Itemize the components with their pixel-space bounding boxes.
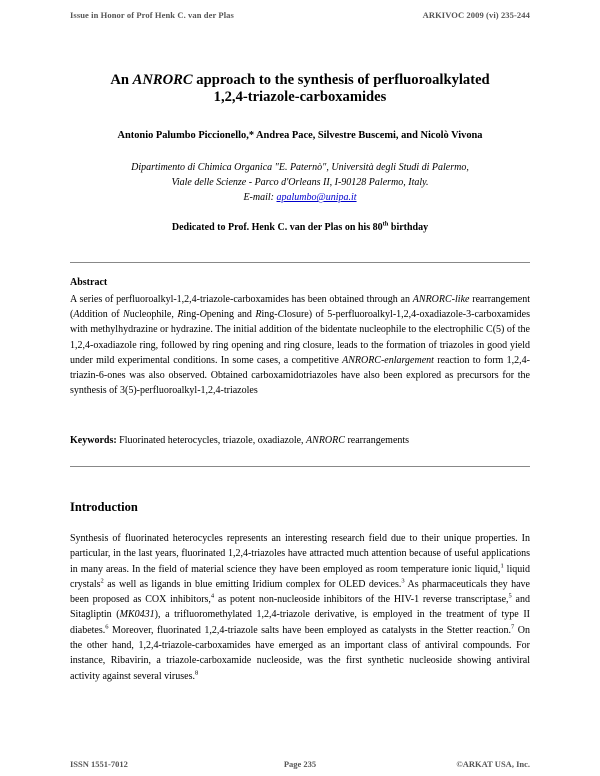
title-line2: 1,2,4-triazole-carboxamides [213, 89, 387, 105]
citation-ref: 8 [194, 669, 199, 677]
abstract-text: ing- [183, 309, 200, 321]
citation-ref: 3 [401, 577, 405, 585]
intro-text: ), a trifluoromethylated 1,2,4-triazole derivative, is employed in the treatment of type II diabetes. [70, 609, 530, 636]
abstract-text: ing- [261, 309, 278, 321]
keywords-italic: ANRORC [306, 435, 345, 446]
intro-text: as well as ligands in blue emitting Iridium complex for OLED devices. [103, 578, 402, 590]
abstract-body [70, 292, 530, 398]
footer-copyright: ©ARKAT USA, Inc. [456, 759, 530, 769]
keywords-end: rearrangements [344, 435, 410, 446]
intro-italic: MK0431 [119, 609, 155, 621]
abstract-italic: C [277, 309, 285, 321]
footer-page-number: Page 235 [283, 759, 317, 769]
abstract-text: reaction to form 1,2,4-triazin-6-ones was also observed. Obtained carboxamidotriazoles have also been explored as precursors for the synthesis of 3(5)-perfluoroalkyl-1,2,4-triazoles [70, 354, 530, 397]
citation-ref: 1 [500, 562, 504, 570]
abstract-italic: O [199, 309, 207, 321]
dedication [70, 222, 530, 233]
title-italic: ANRORC [132, 72, 193, 88]
intro-text: Moreover, fluorinated 1,2,4-triazole salts have been employed as catalysts in the Stetter reaction. [108, 624, 512, 636]
abstract-text: pening and [206, 309, 256, 321]
abstract-text: A series of perfluoroalkyl-1,2,4-triazole-carboxamides has been obtained through an [70, 294, 413, 305]
intro-text: and Sitagliptin ( [70, 594, 530, 621]
title-line1-rest: approach to the synthesis of perfluoroalkylated [192, 72, 490, 88]
section-heading-introduction: Introduction [70, 500, 138, 514]
intro-text: On the other hand, 1,2,4-triazole-carboxamides have emerged as an important class of antiviral compounds. For instance, Ribavirin, a triazole-carboxamide nucleoside, was the first synthetic nucleoside showing antiviral activity against several viruses. [70, 624, 530, 682]
abstract-italic: ANRORC-enlargement [342, 354, 434, 366]
email-label: E-mail: [243, 192, 277, 203]
citation-ref: 5 [508, 592, 512, 600]
abstract-text: rearrangement ( [70, 294, 530, 321]
author-list: Antonio Palumbo Piccionello,* Andrea Pace, Silvestre Buscemi, and Nicolò Vivona [117, 130, 483, 141]
keywords [70, 435, 530, 446]
abstract-italic: ANRORC-like [412, 294, 470, 305]
abstract-italic: R [255, 309, 262, 321]
footer-issn: ISSN 1551-7012 [70, 759, 128, 769]
citation-ref: 6 [105, 623, 109, 631]
citation-ref: 2 [100, 577, 104, 585]
affiliation [70, 160, 530, 205]
keywords-text: Fluorinated heterocycles, triazole, oxadiazole, [116, 435, 307, 446]
affiliation-line2: Viale delle Scienze - Parco d'Orleans II, I-90128 Palermo, Italy. [171, 177, 429, 188]
dedication-pre: Dedicated to Prof. Henk C. van der Plas on his 80 [171, 222, 383, 233]
running-header-issue: Issue in Honor of Prof Henk C. van der Plas [70, 10, 234, 20]
intro-text: as potent non-nucleoside inhibitors of the HIV-1 reverse transcriptase, [214, 594, 509, 606]
introduction-paragraph [70, 531, 530, 684]
keywords-label: Keywords: [70, 435, 117, 446]
abstract-text: losure) of 5-perfluoroalkyl-1,2,4-oxadiazole-3-carboxamides with methylhydrazine or hydrazine. The initial addition of the bidentate nucleophile to the electrophilic C(5) of the 1,2,4-oxadiazole ring, followed by ring opening and ring closure, leads to the formation of triazoles in good yield under mild experimental conditions. In some cases, a competitive [70, 309, 531, 366]
intro-text: liquid crystals [70, 563, 530, 590]
dedication-sup: th [382, 220, 389, 228]
abstract-italic: N [123, 309, 130, 321]
title-pre: An [110, 72, 133, 88]
abstract-text: ucleophile, [129, 309, 178, 321]
citation-ref: 4 [210, 592, 215, 600]
abstract-top-rule [70, 262, 530, 263]
intro-text: As pharmaceuticals they have been proposed as COX inhibitors, [70, 578, 530, 606]
paper-title [70, 72, 530, 106]
affiliation-line1: Dipartimento di Chimica Organica "E. Paternò", Università degli Studi di Palermo, [131, 162, 469, 173]
abstract-italic: A [73, 309, 80, 321]
abstract-heading: Abstract [70, 277, 108, 288]
intro-text: Synthesis of fluorinated heterocycles represents an interesting research field due to their unique properties. In particular, in the last years, fluorinated 1,2,4-triazoles have attracted much attention because of useful applications in many areas. In the field of material science they have been employed as room temperature ionic liquid, [70, 533, 530, 575]
running-header-journal: ARKIVOC 2009 (vi) 235-244 [422, 10, 530, 20]
abstract-italic: R [177, 309, 184, 321]
abstract-text: ddition of [79, 309, 124, 321]
dedication-post: birthday [388, 222, 429, 233]
email-link[interactable]: apalumbo@unipa.it [276, 192, 357, 203]
abstract-bottom-rule [70, 466, 530, 467]
citation-ref: 7 [511, 623, 515, 631]
